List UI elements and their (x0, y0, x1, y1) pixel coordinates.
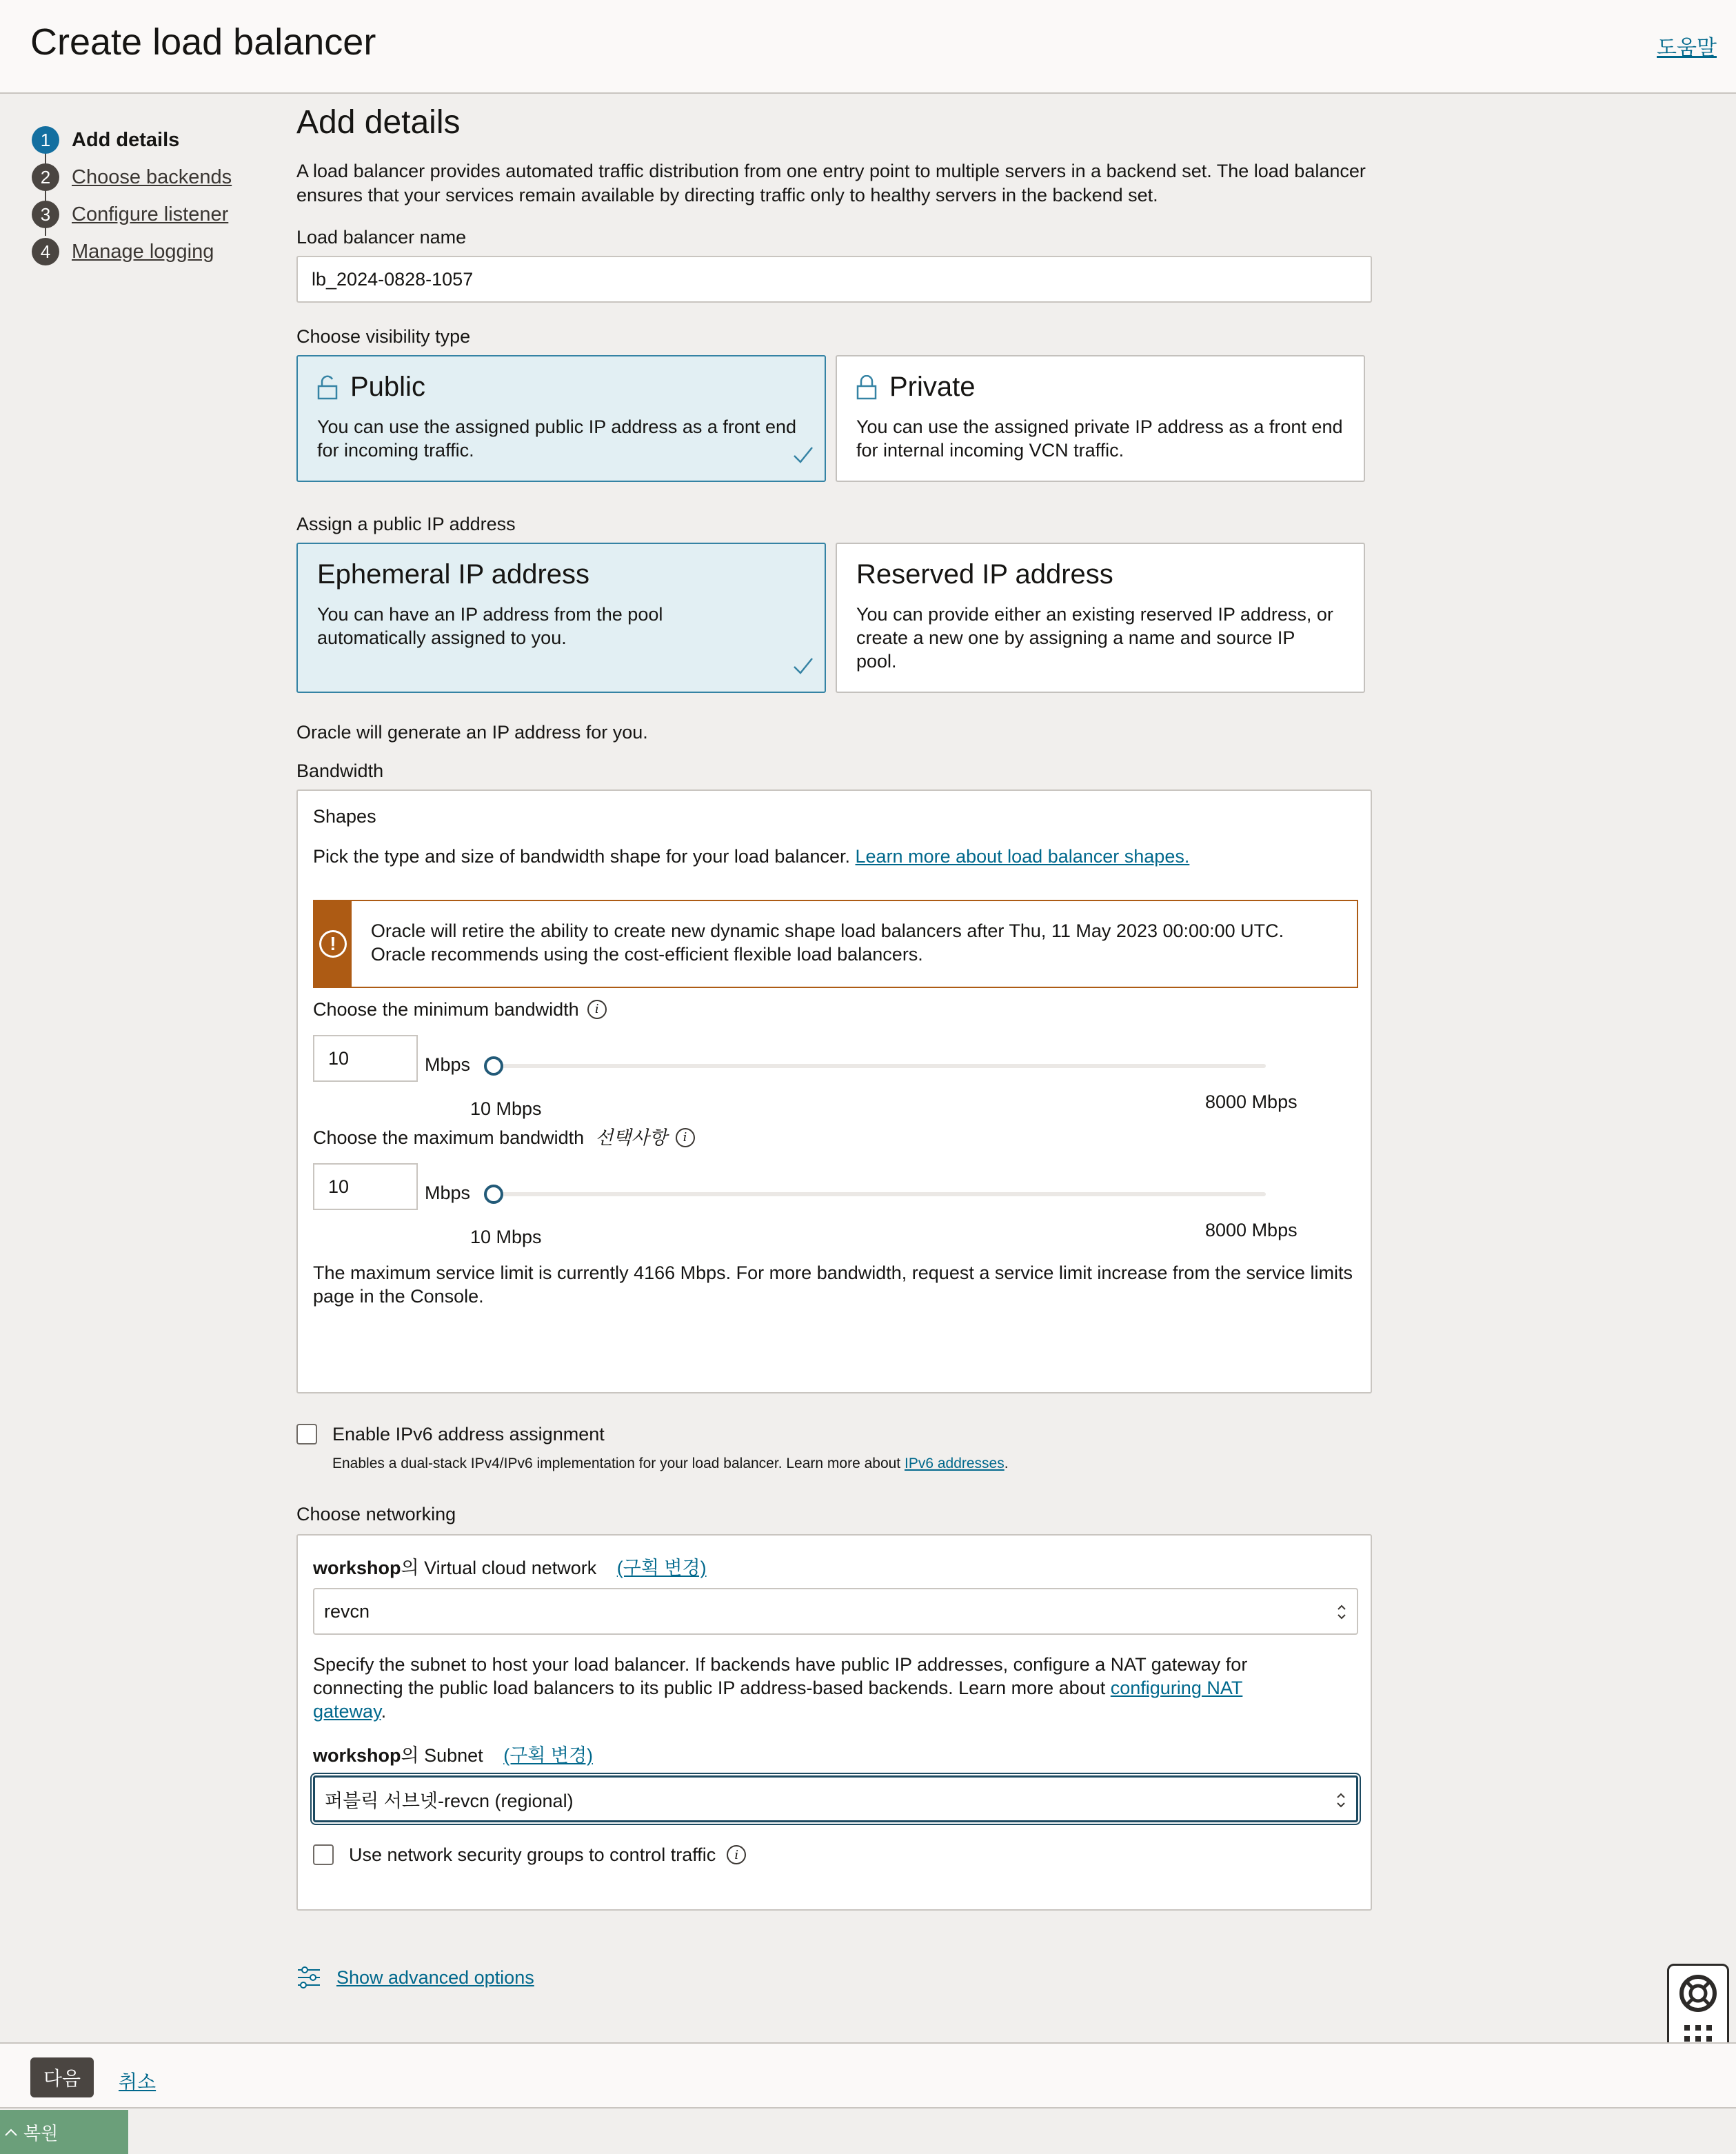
min-bandwidth-slider-handle[interactable] (484, 1056, 503, 1076)
subnet-description: Specify the subnet to host your load balancer. If backends have public IP addresses, configure a NAT gateway for connecting the public load balancers to its public IP address-based backends. Learn more about (313, 1654, 1248, 1698)
shapes-description: Pick the type and size of bandwidth shape for your load balancer. (313, 846, 850, 867)
info-icon[interactable]: i (727, 1845, 746, 1864)
bandwidth-panel (296, 789, 1372, 1393)
shapes-learn-more-link[interactable]: Learn more about load balancer shapes. (855, 846, 1190, 867)
min-bandwidth-slider-track[interactable] (494, 1064, 1266, 1068)
range-min-label: 10 Mbps (470, 1227, 542, 1247)
subnet-label: 의 Subnet (401, 1745, 483, 1766)
step-label: Add details (72, 128, 180, 151)
page-header (0, 0, 1736, 94)
lock-icon (856, 375, 877, 400)
next-button[interactable]: 다음 (30, 2057, 94, 2097)
shapes-label: Shapes (313, 806, 376, 827)
step-label: Configure listener (72, 203, 229, 225)
wizard-steps (32, 121, 232, 270)
step-manage-logging[interactable] (32, 233, 232, 270)
max-bandwidth-label: Choose the maximum bandwidth (313, 1127, 585, 1148)
nsg-label: Use network security groups to control traffic (349, 1844, 716, 1865)
ipv6-label: Enable IPv6 address assignment (332, 1424, 605, 1445)
unlock-icon (317, 375, 338, 400)
bandwidth-label: Bandwidth (296, 761, 384, 781)
tile-private[interactable] (836, 355, 1365, 482)
lifebuoy-icon (1677, 1973, 1719, 2014)
subnet-compartment: workshop (313, 1745, 401, 1766)
main-form (296, 103, 1372, 1989)
optional-tag: 선택사항 (595, 1127, 667, 1148)
max-bandwidth-input[interactable]: 10 (313, 1163, 418, 1210)
step-number: 4 (32, 238, 59, 265)
max-bandwidth-slider-track[interactable] (494, 1192, 1266, 1196)
vcn-compartment: workshop (313, 1558, 401, 1578)
retirement-warning (313, 900, 1358, 988)
max-bandwidth-slider-handle[interactable] (484, 1185, 503, 1204)
networking-panel (296, 1534, 1372, 1911)
step-number: 1 (32, 126, 59, 154)
name-label: Load balancer name (296, 227, 467, 248)
step-add-details[interactable] (32, 121, 232, 159)
subnet-description-period: . (381, 1701, 387, 1722)
help-widget[interactable] (1667, 1964, 1729, 2051)
tile-public[interactable] (296, 355, 826, 482)
info-icon[interactable]: i (676, 1128, 695, 1147)
tile-ephemeral-ip[interactable] (296, 543, 826, 693)
step-label: Choose backends (72, 165, 232, 188)
ipv6-description-period: . (1004, 1456, 1009, 1471)
apps-grid-icon (1683, 2024, 1713, 2044)
warning-strip (314, 901, 352, 987)
tile-description: You can use the assigned public IP address as a front end for incoming traffic. (317, 416, 796, 461)
unit-label: Mbps (425, 1182, 471, 1203)
networking-label: Choose networking (296, 1504, 456, 1524)
vcn-select[interactable] (313, 1588, 1358, 1635)
vcn-label: 의 Virtual cloud network (401, 1558, 597, 1578)
info-icon[interactable]: i (587, 1000, 607, 1019)
nsg-checkbox[interactable] (313, 1844, 334, 1865)
range-min-label: 10 Mbps (470, 1098, 542, 1119)
step-configure-listener[interactable] (32, 196, 232, 233)
step-number: 2 (32, 163, 59, 191)
tile-title: Reserved IP address (856, 559, 1113, 590)
nat-gateway-link[interactable]: configuring NAT gateway (313, 1678, 1243, 1722)
min-bandwidth-input[interactable]: 10 (313, 1035, 418, 1082)
restore-tab[interactable] (0, 2110, 128, 2154)
tile-description: You can have an IP address from the pool automatically assigned to you. (317, 604, 663, 648)
cancel-link[interactable]: 취소 (119, 2071, 157, 2093)
unit-label: Mbps (425, 1054, 471, 1075)
ip-tiles (296, 543, 1372, 693)
chevron-up-icon (4, 2127, 18, 2137)
step-label: Manage logging (72, 240, 214, 263)
warning-text: Oracle will retire the ability to create new dynamic shape load balancers after Thu, 11 May 2023 00:00:00 UTC. Oracle recommends using the cost-efficient flexible load balancers. (370, 920, 1284, 965)
select-arrows-icon (1335, 1789, 1346, 1812)
check-icon (793, 656, 814, 676)
step-choose-backends[interactable] (32, 159, 232, 196)
subnet-select[interactable] (313, 1775, 1358, 1822)
step-number: 3 (32, 201, 59, 228)
subnet-select-value: 퍼블릭 서브넷-revcn (regional) (325, 1790, 574, 1811)
check-icon (793, 445, 814, 465)
max-bandwidth-row (313, 1163, 1355, 1247)
page-title: Create load balancer (30, 21, 376, 63)
tile-title: Public (350, 372, 425, 402)
service-limit-note: The maximum service limit is currently 4166 Mbps. For more bandwidth, request a service limit increase from the service limits page in the Console. (313, 1262, 1353, 1307)
ip-note: Oracle will generate an IP address for you. (296, 722, 648, 743)
range-max-label: 8000 Mbps (1205, 1091, 1298, 1112)
ipv6-description: Enables a dual-stack IPv4/IPv6 implementation for your load balancer. Learn more about (332, 1456, 901, 1471)
footer-actions (0, 2042, 1736, 2108)
tile-description: You can provide either an existing reserved IP address, or create a new one by assigning a name and source IP pool. (856, 604, 1333, 672)
ip-label: Assign a public IP address (296, 514, 516, 534)
restore-label: 복원 (23, 2122, 59, 2144)
tile-title: Ephemeral IP address (317, 559, 590, 590)
min-bandwidth-row (313, 1035, 1355, 1119)
vcn-change-compartment-link[interactable]: (구획 변경) (616, 1558, 707, 1578)
subnet-change-compartment-link[interactable]: (구획 변경) (503, 1745, 594, 1766)
min-bandwidth-label: Choose the minimum bandwidth (313, 999, 579, 1020)
select-arrows-icon (1336, 1600, 1347, 1624)
visibility-label: Choose visibility type (296, 326, 471, 347)
ipv6-learn-more-link[interactable]: IPv6 addresses (904, 1456, 1005, 1471)
tile-reserved-ip[interactable] (836, 543, 1365, 693)
vcn-select-value: revcn (324, 1600, 370, 1622)
load-balancer-name-input[interactable]: lb_2024-0828-1057 (296, 256, 1372, 303)
help-link[interactable]: 도움말 (1657, 37, 1717, 59)
tile-description: You can use the assigned private IP address as a front end for internal incoming VCN traffic. (856, 416, 1343, 461)
range-max-label: 8000 Mbps (1205, 1220, 1298, 1240)
ipv6-checkbox[interactable] (296, 1424, 317, 1445)
intro-text: A load balancer provides automated traffic distribution from one entry point to multiple servers in a backend set. The load balancer ensures that your services remain available by directing traffic only to healthy servers in the backend set. (296, 161, 1366, 205)
sliders-icon (296, 1966, 321, 1989)
section-heading: Add details (296, 104, 461, 141)
show-advanced-options-link[interactable]: Show advanced options (336, 1967, 534, 1988)
tile-title: Private (889, 372, 976, 402)
warning-icon: ! (319, 930, 347, 958)
visibility-tiles (296, 355, 1372, 482)
